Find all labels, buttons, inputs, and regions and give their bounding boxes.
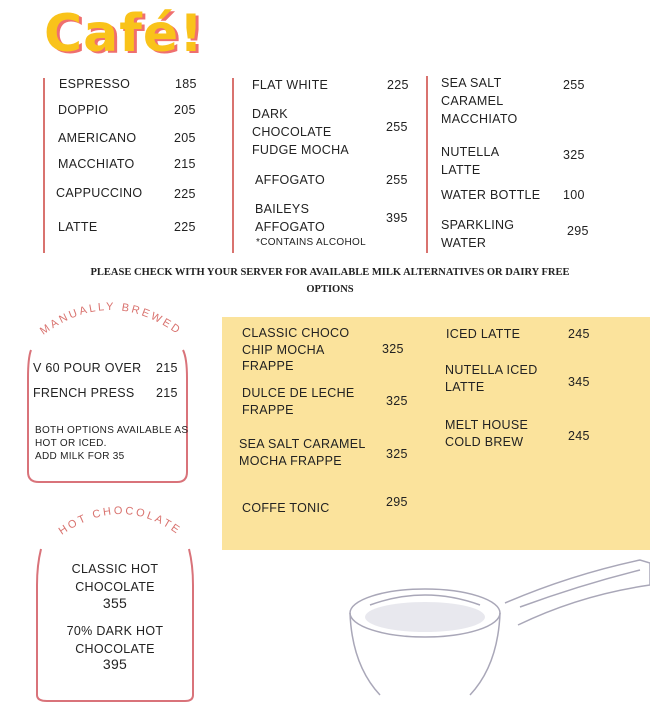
menu-item-price: 325 xyxy=(386,394,408,408)
heading-text: MANUALLY BREWED xyxy=(38,300,184,338)
menu-item-price: 325 xyxy=(563,148,585,162)
menu-item-name: CLASSIC CHOCO CHIP MOCHA FRAPPE xyxy=(242,326,350,373)
menu-item-price: 255 xyxy=(563,78,585,92)
column-divider xyxy=(43,78,45,253)
alcohol-note: *CONTAINS ALCOHOL xyxy=(256,237,366,248)
menu-item-name: NUTELLA LATTE xyxy=(441,145,500,177)
column-divider xyxy=(232,78,234,253)
menu-item-price: 225 xyxy=(174,220,196,234)
svg-text:HOT CHOCOLATE xyxy=(57,505,184,538)
menu-item-name: SPARKLING WATER xyxy=(441,218,515,250)
menu-item-name: DULCE DE LECHE FRAPPE xyxy=(242,386,355,417)
menu-item-name: DARK CHOCOLATE FUDGE MOCHA xyxy=(252,107,350,157)
menu-item-price: 395 xyxy=(386,211,408,225)
menu-item-price: 215 xyxy=(174,157,196,171)
column-divider xyxy=(426,76,428,253)
menu-item-price: 245 xyxy=(568,429,590,443)
notice-text: PLEASE CHECK WITH YOUR SERVER FOR AVAILABLE MILK ALTERNATIVES OR DAIRY FREE OPTIONS xyxy=(90,267,570,295)
menu-item-price: 215 xyxy=(156,386,178,400)
menu-item-name: SEA SALT CARAMEL MOCHA FRAPPE xyxy=(239,437,366,468)
menu-item-price: 205 xyxy=(174,131,196,145)
menu-item-name: COFFE TONIC xyxy=(242,501,330,515)
menu-item-price: 100 xyxy=(563,188,585,202)
menu-item-name: WATER BOTTLE xyxy=(441,188,541,202)
menu-item-price: 185 xyxy=(175,77,197,91)
menu-item-price: 355 xyxy=(102,595,128,611)
menu-item-name: ICED LATTE xyxy=(446,327,521,341)
menu-item-price: 225 xyxy=(387,78,409,92)
menu-item-price: 225 xyxy=(174,187,196,201)
menu-item-name: NUTELLA ICED LATTE xyxy=(445,363,538,394)
menu-item-name: AFFOGATO xyxy=(255,173,325,187)
cafe-title: Café! xyxy=(44,4,204,64)
menu-item-name: MELT HOUSE COLD BREW xyxy=(445,418,529,449)
menu-item-price: 255 xyxy=(386,120,408,134)
menu-item-name: AMERICANO xyxy=(58,131,137,145)
menu-item-price: 215 xyxy=(156,361,178,375)
menu-item-name: SEA SALT CARAMEL MACCHIATO xyxy=(441,76,518,126)
menu-item-price: 295 xyxy=(386,495,408,509)
heading-text: HOT CHOCOLATE xyxy=(56,504,184,538)
menu-item-name: DOPPIO xyxy=(58,103,109,117)
menu-item-price: 395 xyxy=(102,656,128,672)
portafilter-illustration xyxy=(340,555,650,700)
brew-note: BOTH OPTIONS AVAILABLE AS HOT OR ICED. ADD MILK FOR 35 xyxy=(35,425,189,462)
menu-item-price: 325 xyxy=(386,447,408,461)
menu-item-price: 295 xyxy=(567,224,589,238)
menu-item-price: 255 xyxy=(386,173,408,187)
menu-item-name: BAILEYS AFFOGATO xyxy=(255,202,325,234)
menu-item-price: 245 xyxy=(568,327,590,341)
menu-item-price: 205 xyxy=(174,103,196,117)
menu-item-name: CLASSIC HOT CHOCOLATE xyxy=(71,562,159,594)
menu-item-name: FRENCH PRESS xyxy=(33,386,135,400)
hot-chocolate-heading xyxy=(45,495,195,545)
menu-item-price: 345 xyxy=(568,375,590,389)
menu-item-name: CAPPUCCINO xyxy=(56,186,143,200)
menu-item-name: 70% DARK HOT CHOCOLATE xyxy=(66,624,164,656)
menu-item-price: 325 xyxy=(382,342,404,356)
svg-text:MANUALLY BREWED xyxy=(38,301,184,337)
menu-item-name: FLAT WHITE xyxy=(252,78,329,92)
menu-item-name: LATTE xyxy=(58,220,98,234)
menu-item-name: ESPRESSO xyxy=(59,77,131,91)
menu-item-name: MACCHIATO xyxy=(58,157,135,171)
menu-item-name: V 60 POUR OVER xyxy=(33,361,142,375)
